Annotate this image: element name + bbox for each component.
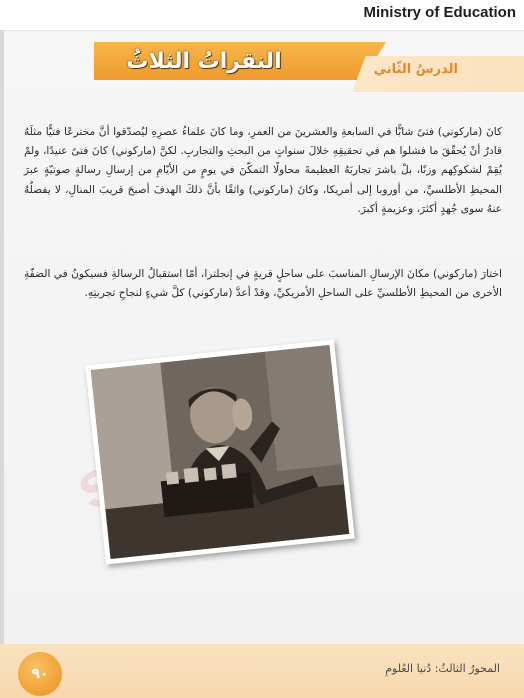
ministry-label: Ministry of Education bbox=[363, 4, 516, 21]
paragraph-2: اختارَ (ماركوني) مكانَ الإرسالِ المناسبَ على ساحلٍ قريةٍ في إنجلترا، أمّا استقبالُ الرسالةِ فسيكونُ في الضفّةِ الأخرى من المحيطِ الأطلسيِّ على الساحلِ الأمريكيِّ، وقدْ أعدَّ (ماركوني) كلَّ شيءٍ لنجاحِ تجربتِهِ. bbox=[24, 268, 502, 300]
page-edge-shadow bbox=[0, 30, 4, 698]
page-number-badge bbox=[18, 652, 62, 696]
section-label: المحورُ الثالثُ: دُنيا العُلومِ bbox=[385, 662, 500, 675]
top-header-bar bbox=[0, 0, 524, 31]
page-title: النقراتُ الثلاثُ bbox=[126, 48, 282, 74]
page-number: ٩٠ bbox=[31, 666, 49, 682]
paragraph-1: كانَ (ماركوني) فتىً شابًّا في السابعةِ والعشرينَ من العمرِ، وما كانَ علماءُ عصرِهِ ليُصدّقوا أنَّ مخترعًا فتيًّا مثلَهُ قادرٌ أنْ يُحقّقَ ما فشلوا هم في تحقيقِهِ خلالَ سنواتٍ من البحثِ والتجاربِ. لكنَّ (ماركوني) كانَ فتىً عنيدًا، ولمْ يُقِمْ لشكوكِهم وزنًا، بلْ باشرَ تجاربَهُ العظيمةَ محاولًا التمكّنَ في يومٍ من الأيّامِ من إرسالِ رسالةٍ صوتيّةٍ عبرَ المحيطِ الأطلسيِّ، من أوروبا إلى أمريكا، وكانَ (ماركوني) واثقًا بأنَّ ذلكَ الهدفَ أصبحَ قريبَ المنالِ، لا يفصلُهُ عنهُ سوى جُهدٍ أكثرَ، وعزيمةٍ أكبرَ. bbox=[24, 126, 502, 215]
lesson-label: الدرسُ الثّاني bbox=[373, 62, 458, 77]
photo-illustration bbox=[91, 345, 350, 559]
photo-frame bbox=[85, 339, 355, 564]
marconi-photo bbox=[91, 345, 350, 559]
